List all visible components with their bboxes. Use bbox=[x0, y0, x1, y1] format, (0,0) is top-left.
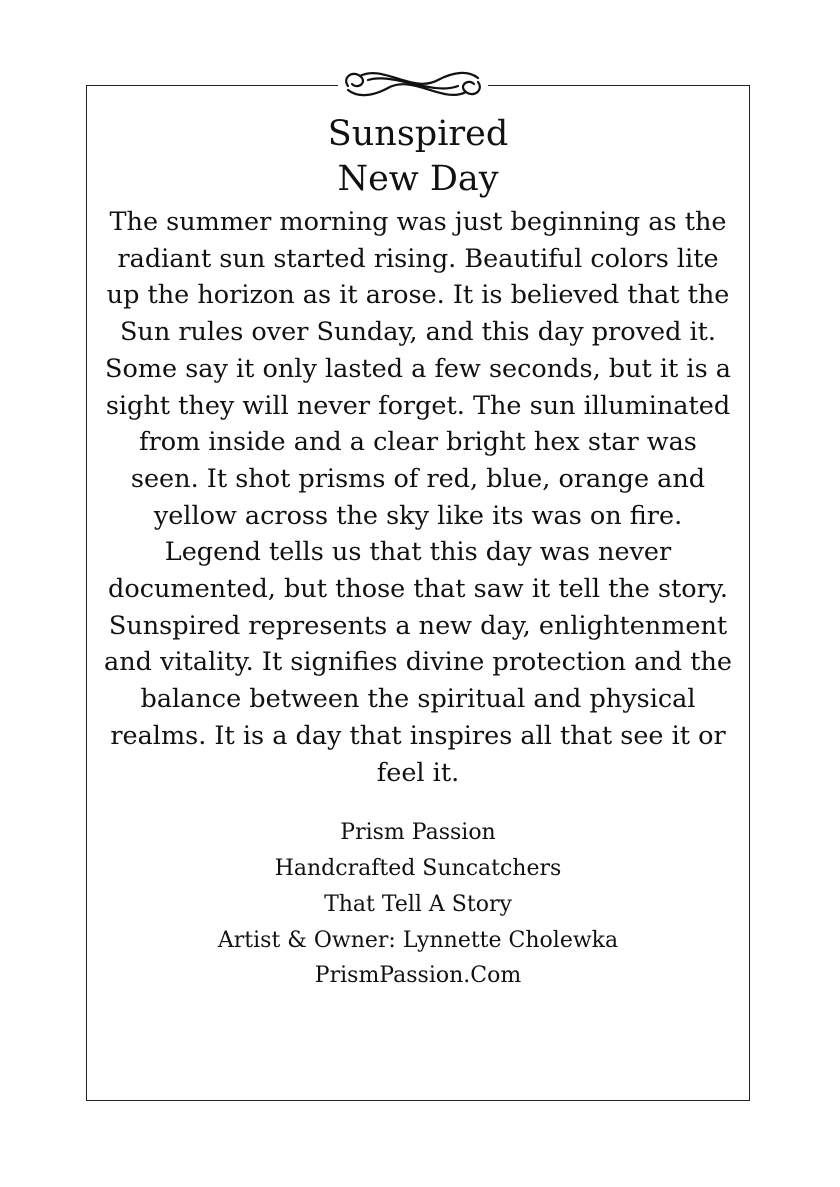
tagline-line-2: That Tell A Story bbox=[324, 891, 512, 917]
tagline-line-1: Handcrafted Suncatchers bbox=[274, 856, 562, 882]
page-title: Sunspired bbox=[327, 114, 509, 154]
page-subtitle: New Day bbox=[337, 159, 499, 199]
scroll-flourish-icon bbox=[338, 60, 488, 108]
credits-block bbox=[98, 815, 738, 994]
story-paragraph: The summer morning was just beginning as the radiant sun started rising. Beautiful colors lite up the horizon as it arose. It is believed that the Sun rules over Sunday, and this day proved it. Some say it only lasted a few seconds, but it is a sight they will never forget. The sun illuminated from inside and a clear bright hex star was seen. It shot prisms of red, blue, orange and yellow across the sky like its was on fire. Legend tells us that this day was never documented, but those that saw it tell the story. bbox=[105, 207, 731, 605]
meaning-paragraph: Sunspired represents a new day, enlightenment and vitality. It signifies divine protection and the balance between the spiritual and physical realms. It is a day that inspires all that see it or feel it. bbox=[104, 610, 732, 788]
artist-credit: Artist & Owner: Lynnette Cholewka bbox=[217, 927, 619, 953]
card-content bbox=[98, 112, 738, 994]
website-text: PrismPassion.Com bbox=[314, 963, 522, 989]
business-name: Prism Passion bbox=[340, 820, 496, 846]
